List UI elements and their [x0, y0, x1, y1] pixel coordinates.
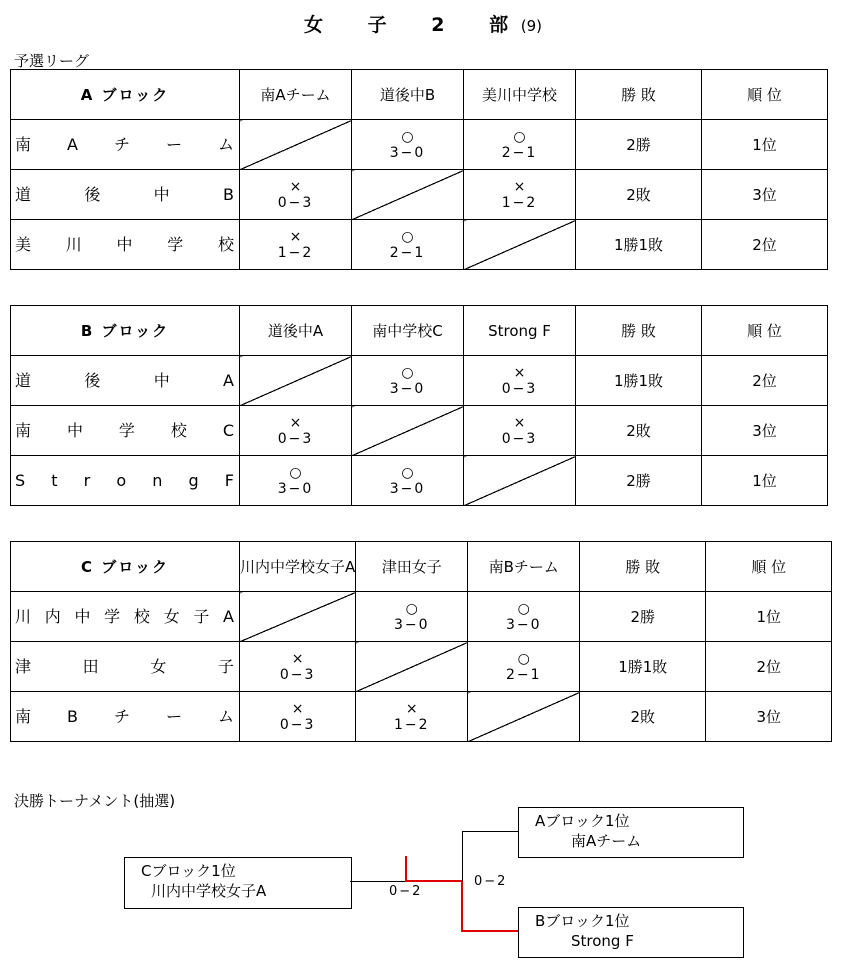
- match-result-cell: [240, 170, 352, 220]
- team-name-char: 津: [15, 656, 32, 676]
- match-score: 1−2: [393, 716, 430, 733]
- team-name-char: 中: [116, 234, 133, 254]
- rank-cell: 3位: [702, 170, 828, 220]
- team-name-char: A: [223, 370, 234, 390]
- team-name-char: 女: [150, 656, 167, 676]
- final-score: 0−2: [389, 884, 423, 899]
- box-c-block-winner: [124, 857, 352, 909]
- team-name-char: ム: [217, 134, 234, 154]
- self-match-cell: [240, 356, 352, 406]
- box-a-block-winner: [518, 807, 744, 858]
- team-name-char: 南: [15, 420, 32, 440]
- team-name-char: 美: [15, 234, 32, 254]
- result-mark: ×: [289, 228, 302, 245]
- title-sub: (9): [520, 17, 543, 35]
- table-row: [11, 692, 832, 742]
- team-name-char: 中: [66, 420, 83, 440]
- rank-cell: 2位: [706, 642, 832, 692]
- team-name-char: S: [15, 470, 26, 490]
- record-cell: 1勝1敗: [576, 220, 702, 270]
- team-name-char: 南: [15, 706, 32, 726]
- column-header: 順 位: [706, 542, 832, 592]
- column-header: 順 位: [702, 70, 828, 120]
- title-char: 部: [489, 14, 509, 36]
- final-label: 決勝トーナメント(抽選): [14, 792, 176, 810]
- team-name-char: 中: [153, 184, 170, 204]
- rank-cell: 2位: [702, 220, 828, 270]
- team-name-char: 子: [217, 656, 234, 676]
- team-name-char: チ: [113, 134, 130, 154]
- table-row: [11, 406, 828, 456]
- team-name: [11, 406, 240, 456]
- team-name-char: 川: [15, 606, 32, 626]
- page-title: [0, 10, 846, 37]
- record-cell: 2勝: [576, 120, 702, 170]
- match-score: 0−3: [279, 716, 316, 733]
- self-match-cell: [468, 692, 580, 742]
- team-name-char: o: [116, 470, 127, 490]
- column-header: 津田女子: [356, 542, 468, 592]
- match-result-cell: [356, 592, 468, 642]
- column-header: 南Bチーム: [468, 542, 580, 592]
- match-result-cell: [240, 220, 352, 270]
- team-name-char: F: [224, 470, 234, 490]
- result-mark: ○: [517, 650, 530, 667]
- column-header: 美川中学校: [464, 70, 576, 120]
- match-score: 0−3: [501, 380, 538, 397]
- column-header: 勝 敗: [580, 542, 706, 592]
- team-name-char: A: [223, 606, 234, 626]
- box-b-line1: Bブロック1位: [535, 912, 630, 930]
- self-match-cell: [240, 592, 356, 642]
- bracket-line: [462, 831, 463, 881]
- bracket-line: [350, 881, 406, 882]
- team-name-char: 道: [15, 184, 32, 204]
- team-name: [11, 642, 240, 692]
- record-cell: 1勝1敗: [580, 642, 706, 692]
- column-header: Strong F: [464, 306, 576, 356]
- table-row: [11, 220, 828, 270]
- match-result-cell: [352, 220, 464, 270]
- self-match-cell: [352, 170, 464, 220]
- team-name-char: A: [67, 134, 78, 154]
- result-mark: ○: [401, 464, 414, 481]
- block-table: [10, 541, 832, 742]
- match-result-cell: [352, 120, 464, 170]
- column-header: 勝 敗: [576, 306, 702, 356]
- result-mark: ×: [289, 414, 302, 431]
- match-score: 2−1: [501, 144, 538, 161]
- match-score: 2−1: [389, 244, 426, 261]
- column-header: 勝 敗: [576, 70, 702, 120]
- rank-cell: 1位: [706, 592, 832, 642]
- team-name-char: ー: [165, 134, 182, 154]
- record-cell: 1勝1敗: [576, 356, 702, 406]
- match-score: 3−0: [389, 144, 426, 161]
- record-cell: 2勝: [576, 456, 702, 506]
- match-score: 2−1: [505, 666, 542, 683]
- match-result-cell: [240, 456, 352, 506]
- record-cell: 2敗: [576, 170, 702, 220]
- box-a-line1: Aブロック1位: [535, 812, 630, 830]
- table-row: [11, 356, 828, 406]
- team-name-char: 校: [170, 420, 187, 440]
- bracket-winner-line: [405, 856, 407, 882]
- match-result-cell: [468, 642, 580, 692]
- team-name-char: ー: [165, 706, 182, 726]
- team-name-char: 内: [44, 606, 61, 626]
- self-match-cell: [356, 642, 468, 692]
- column-header: 南Aチーム: [240, 70, 352, 120]
- match-result-cell: [464, 120, 576, 170]
- match-result-cell: [464, 170, 576, 220]
- record-cell: 2敗: [580, 692, 706, 742]
- team-name-char: C: [222, 420, 234, 440]
- match-result-cell: [352, 456, 464, 506]
- team-name-char: r: [83, 470, 91, 490]
- match-result-cell: [356, 692, 468, 742]
- box-b-block-winner: [518, 907, 744, 958]
- team-name-char: 校: [133, 606, 150, 626]
- bracket-winner-line: [405, 880, 463, 882]
- match-score: 1−2: [501, 194, 538, 211]
- team-name-char: 南: [15, 134, 32, 154]
- team-name-char: 学: [104, 606, 121, 626]
- team-name-char: 田: [82, 656, 99, 676]
- block-name: C ブロック: [11, 542, 240, 592]
- team-name: [11, 170, 240, 220]
- table-row: [11, 642, 832, 692]
- team-name-char: 後: [84, 370, 101, 390]
- team-name-char: g: [188, 470, 199, 490]
- block-table: [10, 69, 828, 270]
- result-mark: ○: [401, 364, 414, 381]
- match-score: 0−3: [501, 430, 538, 447]
- result-mark: ○: [405, 600, 418, 617]
- team-name-char: 女: [163, 606, 180, 626]
- rank-cell: 1位: [702, 120, 828, 170]
- team-name: [11, 356, 240, 406]
- box-a-line2: 南Aチーム: [571, 832, 642, 850]
- match-score: 0−3: [279, 666, 316, 683]
- team-name-char: t: [51, 470, 58, 490]
- prelim-label: 予選リーグ: [14, 52, 90, 70]
- team-name-char: 学: [118, 420, 135, 440]
- result-mark: ○: [517, 600, 530, 617]
- match-result-cell: [240, 642, 356, 692]
- match-score: 0−3: [277, 194, 314, 211]
- match-score: 3−0: [389, 380, 426, 397]
- result-mark: ○: [401, 128, 414, 145]
- bracket-line: [462, 831, 518, 832]
- team-name-char: B: [222, 184, 234, 204]
- team-name: [11, 692, 240, 742]
- rank-cell: 3位: [702, 406, 828, 456]
- team-name-char: 中: [74, 606, 91, 626]
- column-header: 道後中B: [352, 70, 464, 120]
- match-score: 3−0: [505, 616, 542, 633]
- self-match-cell: [240, 120, 352, 170]
- title-char: 女: [303, 14, 323, 36]
- team-name-char: チ: [113, 706, 130, 726]
- title-char: 子: [367, 14, 387, 36]
- result-mark: ○: [401, 228, 414, 245]
- table-row: [11, 120, 828, 170]
- team-name-char: n: [152, 470, 163, 490]
- result-mark: ○: [513, 128, 526, 145]
- box-c-line2: 川内中学校女子A: [151, 882, 267, 900]
- team-name-char: 校: [217, 234, 234, 254]
- rank-cell: 2位: [702, 356, 828, 406]
- team-name-char: 子: [193, 606, 210, 626]
- record-cell: 2勝: [580, 592, 706, 642]
- self-match-cell: [352, 406, 464, 456]
- team-name-char: 後: [84, 184, 101, 204]
- team-name: [11, 220, 240, 270]
- table-row: [11, 456, 828, 506]
- result-mark: ×: [289, 178, 302, 195]
- result-mark: ×: [291, 650, 304, 667]
- title-char: 2: [431, 14, 445, 36]
- result-mark: ○: [289, 464, 302, 481]
- column-header: 川内中学校女子A: [240, 542, 356, 592]
- record-cell: 2敗: [576, 406, 702, 456]
- team-name-char: 川: [65, 234, 82, 254]
- result-mark: ×: [513, 364, 526, 381]
- table-row: [11, 170, 828, 220]
- team-name-char: 道: [15, 370, 32, 390]
- table-row: [11, 592, 832, 642]
- match-score: 3−0: [389, 480, 426, 497]
- team-name-char: B: [67, 706, 78, 726]
- match-result-cell: [352, 356, 464, 406]
- team-name-char: 学: [167, 234, 184, 254]
- box-c-line1: Cブロック1位: [141, 862, 236, 880]
- final-score: 0−2: [474, 874, 508, 889]
- team-name: [11, 592, 240, 642]
- result-mark: ×: [291, 700, 304, 717]
- self-match-cell: [464, 220, 576, 270]
- match-result-cell: [468, 592, 580, 642]
- bracket-winner-line: [461, 930, 518, 932]
- team-name-char: 中: [153, 370, 170, 390]
- block-name: A ブロック: [11, 70, 240, 120]
- rank-cell: 3位: [706, 692, 832, 742]
- bracket-winner-line: [461, 881, 463, 932]
- column-header: 南中学校C: [352, 306, 464, 356]
- result-mark: ×: [513, 414, 526, 431]
- match-score: 3−0: [393, 616, 430, 633]
- self-match-cell: [464, 456, 576, 506]
- result-mark: ×: [405, 700, 418, 717]
- result-mark: ×: [513, 178, 526, 195]
- match-result-cell: [240, 406, 352, 456]
- match-score: 3−0: [277, 480, 314, 497]
- match-score: 0−3: [277, 430, 314, 447]
- box-b-line2: Strong F: [571, 932, 634, 950]
- match-result-cell: [240, 692, 356, 742]
- team-name: [11, 456, 240, 506]
- block-table: [10, 305, 828, 506]
- column-header: 道後中A: [240, 306, 352, 356]
- match-score: 1−2: [277, 244, 314, 261]
- rank-cell: 1位: [702, 456, 828, 506]
- match-result-cell: [464, 406, 576, 456]
- team-name-char: ム: [217, 706, 234, 726]
- column-header: 順 位: [702, 306, 828, 356]
- team-name: [11, 120, 240, 170]
- match-result-cell: [464, 356, 576, 406]
- block-name: B ブロック: [11, 306, 240, 356]
